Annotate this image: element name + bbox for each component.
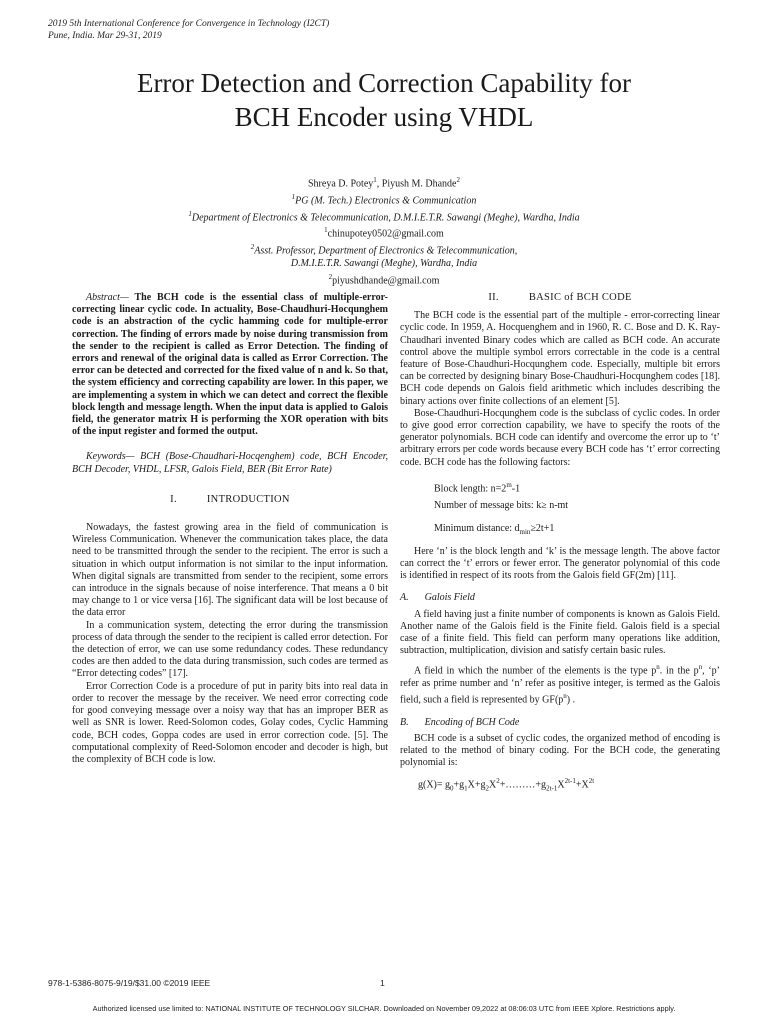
basic-paragraph-3: Here ‘n’ is the block length and ‘k’ is the message length. The above factor can correct the ‘t’ errors or fewer error. The generator polynomial of this code is identified in respect of its roots from the Galois field GF(2m) [11]. (400, 545, 720, 582)
intro-paragraph-1: Nowadays, the fastest growing area in the field of communication is Wireless Communication. Whenever the communication takes place, the data need to be transmitted through the sender to the recipient. The error is such a situation in which output information is not similar to the input information. When digital signals are transmitted from sender to the recipient, some errors can introduce in the signals because of noise interference. That means a 0 bit may change to 1 or vice versa [16]. The significant data will be lost because of the data error (72, 522, 388, 619)
basic-paragraph-1: The BCH code is the essential part of the multiple - error-correcting linear cyclic code. In 1959, A. Hocquenghem and in 1960, R. C. Bose and D. K. Ray-Chaudhari invented Binary codes which are called as BCH code. An accurate control above the multiple symbol errors correctable in the code is a central feature of Bose-Chaudhuri-Hocqunghem code. Especially, multiple bit errors can be corrected by designing binary Bose-Chaudhuri-Hocqunghem codes [18]. BCH code depends on Galois field arithmetic which includes describing the binary actions over finite collections of an element [5]. (400, 310, 720, 407)
author-block (0, 174, 768, 287)
affiliation-1: $^1$PG (M. Tech.) Electronics & Communication (291, 192, 477, 207)
email-2: $^2$piyushdhande@gmail.com (328, 272, 440, 286)
galois-paragraph-1: A field having just a finite number of components is known as Galois Field. Another name of the Galois field is the Finite field. Galois field is a special case of a finite field. This field can perform many operations like addition, subtraction, multiplication, division and satisfy certain basic rules. (400, 608, 720, 657)
affiliation-1-dept: $^1$Department of Electronics & Telecommunication, D.M.I.E.T.R. Sawangi (Meghe), Wardha, India (188, 209, 580, 223)
intro-paragraph-3: Error Correction Code is a procedure of put in parity bits into real data in order to recover the message by the receiver. We need error correcting code for good conveying message over a noisy way that has an improper BER as well as SNR is lower. Reed-Solomon codes, Golay codes, Cyclic Hamming code, BCH codes, Goppa codes are used in error correction code. [5]. The computational complexity of Reed-Solomon encoder and decoder is high, but the complexity of BCH code is low. (72, 680, 388, 765)
title-line-1: Error Detection and Correction Capability for (136, 68, 632, 98)
affiliation-2: $^2$Asst. Professor, Department of Electronics & Telecommunication, (250, 243, 518, 257)
left-column (72, 292, 388, 766)
email-1: $^1$chinupotey0502@gmail.com (324, 226, 444, 240)
abstract (72, 292, 388, 438)
encoding-paragraph-1: BCH code is a subset of cyclic codes, the organized method of encoding is related to the method of binary coding. For the BCH code, the generating polynomial is: (400, 732, 720, 769)
author-names: Shreya D. Potey$^1$, Piyush M. Dhande$^2$ (307, 176, 460, 190)
equation-message-bits: Number of message bits: k≥ n-mt (434, 500, 569, 512)
subsection-heading-encoding: B. Encoding of BCH Code (400, 716, 520, 728)
affiliation-2-dept: D.M.I.E.T.R. Sawangi (Meghe), Wardha, India (290, 258, 478, 270)
conference-name: 2019 5th International Conference for Convergence in Technology (I2CT) (48, 19, 330, 29)
generator-polynomial-equation: $g(X)= g_0+g_1X+g_2X^2+\dots\dots\dots+g_{2t-1}X^{2t-1}+X^{2t}$ (418, 777, 595, 793)
section-heading-basic: II. BASIC of BCH CODE (488, 292, 632, 303)
equation-minimum-distance: Minimum distance: $d_{min}\ge 2t+1$ (434, 522, 555, 536)
paper-title (0, 66, 768, 134)
subsection-heading-galois: A. Galois Field (400, 592, 475, 604)
bch-factors (434, 479, 720, 538)
equation-block-length: Block length: $n=2^m-1$ (434, 480, 521, 495)
galois-paragraph-2: A field in which the number of the elements is the type $p^n$. in the $p^n$, ‘p’ refer as prime number and ‘n’ refer as positive integer, is termed as the Galois field, such a field is represented by $GF(p^n)$ . (400, 663, 720, 706)
abstract-lead: Abstract— (86, 292, 129, 303)
title-line-2: BCH Encoder using VHDL (234, 102, 534, 132)
license-notice: Authorized licensed use limited to: NATIONAL INSTITUTE OF TECHNOLOGY SILCHAR. Downloaded on November 09,2022 at 08:06:03 UTC from IEEE Xplore. Restrictions apply. (92, 1004, 676, 1013)
intro-paragraph-2: In a communication system, detecting the error during the transmission process of data through the sender to the recipient is called error detection. For the detection of error, we can use some redundancy codes. These redundancy codes are then added to the data during transmission, such codes are termed as “Error detecting codes” [17]. (72, 619, 388, 680)
section-heading-introduction: I. INTRODUCTION (170, 493, 290, 505)
conference-header (48, 18, 329, 42)
keywords: Keywords— BCH (Bose-Chaudhari-Hocqenghem) code, BCH Encoder, BCH Decoder, VHDL, LFSR, Galois Field, BER (Bit Error Rate) (72, 451, 388, 475)
basic-paragraph-2: Bose-Chaudhuri-Hocqunghem code is the subclass of cyclic codes. In order to give good error correction capability, we have to specify the roots of the generator polynomials. BCH code can identify and overcome the error up to ‘t’ arbitrary errors per code words because every BCH code has ‘t’ error correcting code. BCH code has the following factors: (400, 407, 720, 468)
conference-location: Pune, India. Mar 29-31, 2019 (48, 31, 162, 41)
right-column (400, 292, 720, 795)
copyright-footer: 978-1-5386-8075-9/19/$31.00 ©2019 IEEE (48, 978, 211, 988)
abstract-text: The BCH code is the essential class of multiple-error-correcting linear cyclic code. In actuality, Bose-Chaudhuri-Hocqunghem code is an abstraction of the cyclic hamming code for multiple-error correction. The finding of errors made by noise during transmission from the sender to the recipient is called as Error Detection. The finding of errors and renewal of the original data is called as Error Correction. The error can be detected and corrected for the fixed value of n and k. So that, the system efficiency and correcting capability are lower. In this paper, we are implementing a system in which we can detect and correct the flexible block length and message length. When the input data is applied to Galois field, the generator matrix H is performing the XOR operation with bits of the input register and formed the output. (72, 292, 388, 438)
page-number: 1 (380, 978, 385, 988)
